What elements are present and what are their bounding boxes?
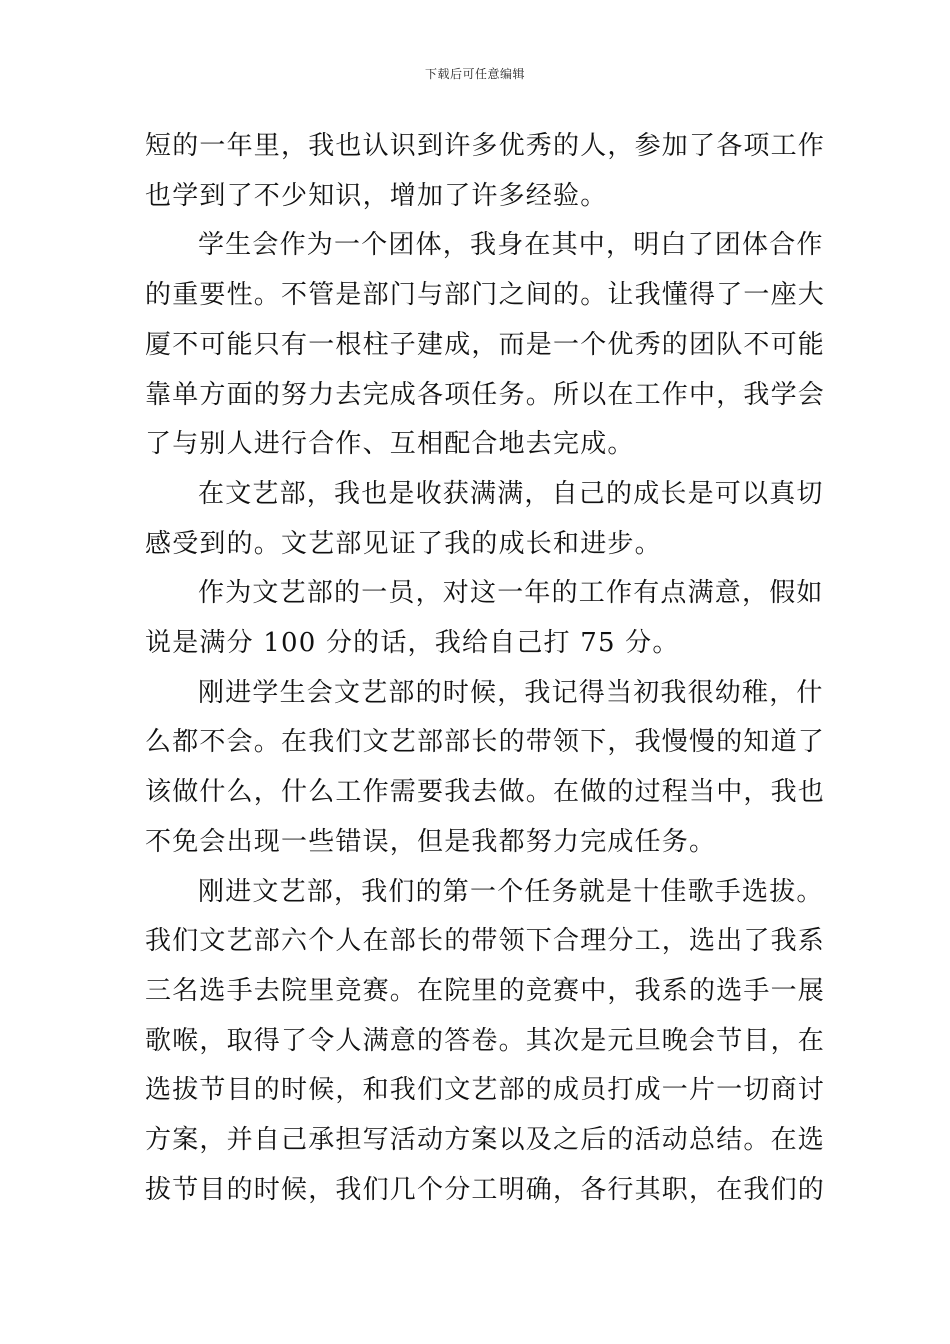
page-header: 下载后可任意编辑	[424, 67, 525, 81]
text-line: 在文艺部，我也是收获满满，自己的成长是可以真切	[198, 478, 824, 509]
text-line: 刚进学生会文艺部的时候，我记得当初我很幼稚，什	[198, 677, 824, 708]
text-line: 的重要性。不管是部门与部门之间的。让我懂得了一座大	[145, 280, 826, 311]
text-line: 作为文艺部的一员，对这一年的工作有点满意，假如	[198, 578, 824, 609]
text-line: 靠单方面的努力去完成各项任务。所以在工作中，我学会	[145, 379, 826, 410]
paragraph	[145, 569, 824, 668]
text-line: 也学到了不少知识，增加了许多经验。	[145, 180, 608, 211]
text-line: 我们文艺部六个人在部长的带领下合理分工，选出了我系	[145, 926, 826, 957]
text-line: 拔节目的时候，我们几个分工明确，各行其职，在我们的	[145, 1174, 826, 1205]
text-line: 该做什么，什么工作需要我去做。在做的过程当中，我也	[145, 777, 826, 808]
body-text	[145, 122, 826, 1215]
text-line: 么都不会。在我们文艺部部长的带领下，我慢慢的知道了	[145, 727, 826, 758]
paragraph	[145, 669, 826, 868]
text-line: 厦不可能只有一根柱子建成，而是一个优秀的团队不可能	[145, 329, 826, 360]
text-line: 不免会出现一些错误，但是我都努力完成任务。	[145, 826, 717, 857]
text-line: 了与别人进行合作、互相配合地去完成。	[145, 429, 635, 460]
paragraph	[145, 122, 826, 221]
text-line: 短的一年里，我也认识到许多优秀的人，参加了各项工作	[145, 131, 826, 161]
text-line: 选拔节目的时候，和我们文艺部的成员打成一片一切商讨	[145, 1075, 826, 1106]
paragraph	[145, 868, 826, 1216]
paragraph	[145, 470, 824, 569]
text-line: 歌喉，取得了令人满意的答卷。其次是元旦晚会节目，在	[145, 1025, 826, 1056]
paragraph	[145, 221, 826, 470]
text-line: 说是满分 100 分的话，我给自己打 75 分。	[145, 628, 680, 659]
text-line: 方案，并自己承担写活动方案以及之后的活动总结。在选	[145, 1125, 826, 1156]
text-line: 刚进文艺部，我们的第一个任务就是十佳歌手选拔。	[198, 876, 824, 907]
text-line: 三名选手去院里竞赛。在院里的竞赛中，我系的选手一展	[145, 975, 826, 1006]
text-line: 学生会作为一个团体，我身在其中，明白了团体合作	[198, 230, 824, 261]
text-line: 感受到的。文艺部见证了我的成长和进步。	[145, 528, 662, 559]
